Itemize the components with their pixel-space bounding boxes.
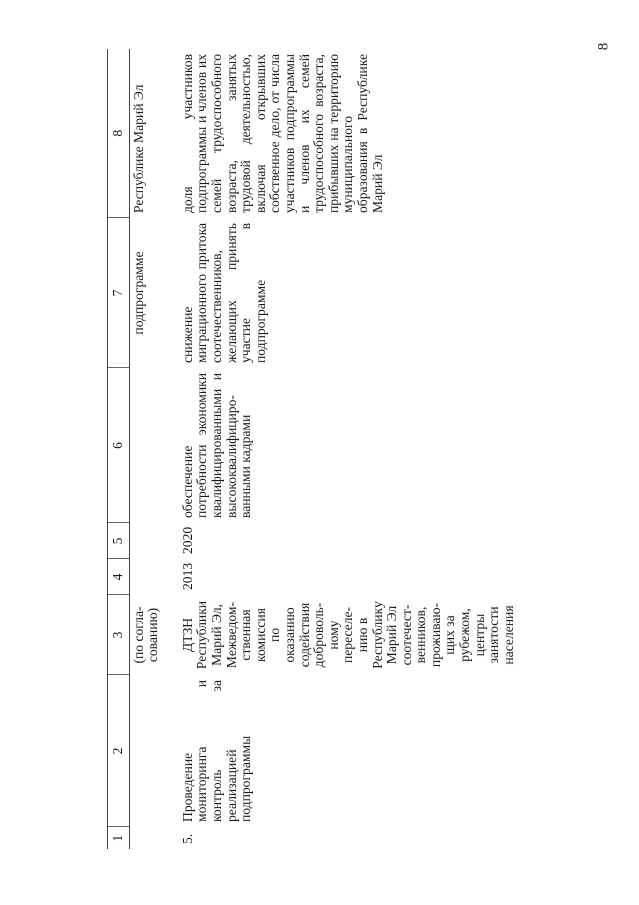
executor-cell: ДТЗН Республики Марий Эл, Межведом-ственная комиссия по оказанию содействия доброволь-ному переселе-нию в Республику Марий Эл соотечест-венников, проживаю-щих за рубежом, центры занятости населения	[179, 600, 516, 670]
rotated-table-sheet	[107, 49, 637, 849]
continuation-col7: подпрограмме	[130, 251, 146, 335]
indicator-cell: доля участников подпрограммы и членов их семей трудоспособного возраста, занятых трудовой деятельностью, включая открывших собственное дело, от числа участников подпрограммы и членов их семей трудоспособного возраста, прибывших на территорию муниципального образования в Республике Марий Эл	[179, 54, 385, 213]
row-number: 5.	[179, 833, 195, 844]
col-header-8: 8	[108, 49, 130, 218]
start-year-cell: 2013	[179, 562, 195, 590]
col-header-1: 1	[108, 827, 130, 849]
program-table	[107, 49, 518, 849]
coordination-note: (по согла-сованию)	[130, 606, 161, 664]
col-header-6: 6	[108, 368, 130, 523]
col-header-5: 5	[108, 523, 130, 559]
table-row	[179, 49, 519, 849]
event-cell: Проведение мониторинга и контроль за реализацией подпрограммы	[179, 680, 254, 822]
col-header-3: 3	[108, 595, 130, 675]
result-cell: обеспечение потребности экономики квалифицированными и высококвалифициро-ванными кадрами	[179, 373, 254, 518]
continuation-col8: Республике Марий Эл	[130, 84, 146, 213]
continuation-row	[129, 49, 163, 849]
end-year-cell: 2020	[179, 526, 195, 554]
col-header-7: 7	[108, 218, 130, 368]
column-number-row	[108, 49, 130, 849]
page-number: 8	[595, 42, 612, 51]
col-header-4: 4	[108, 559, 130, 595]
col-header-2: 2	[108, 675, 130, 827]
indicator-link-cell: снижение миграционного притока соотечественников, желающих принять участие в подпрограмме	[179, 223, 268, 363]
